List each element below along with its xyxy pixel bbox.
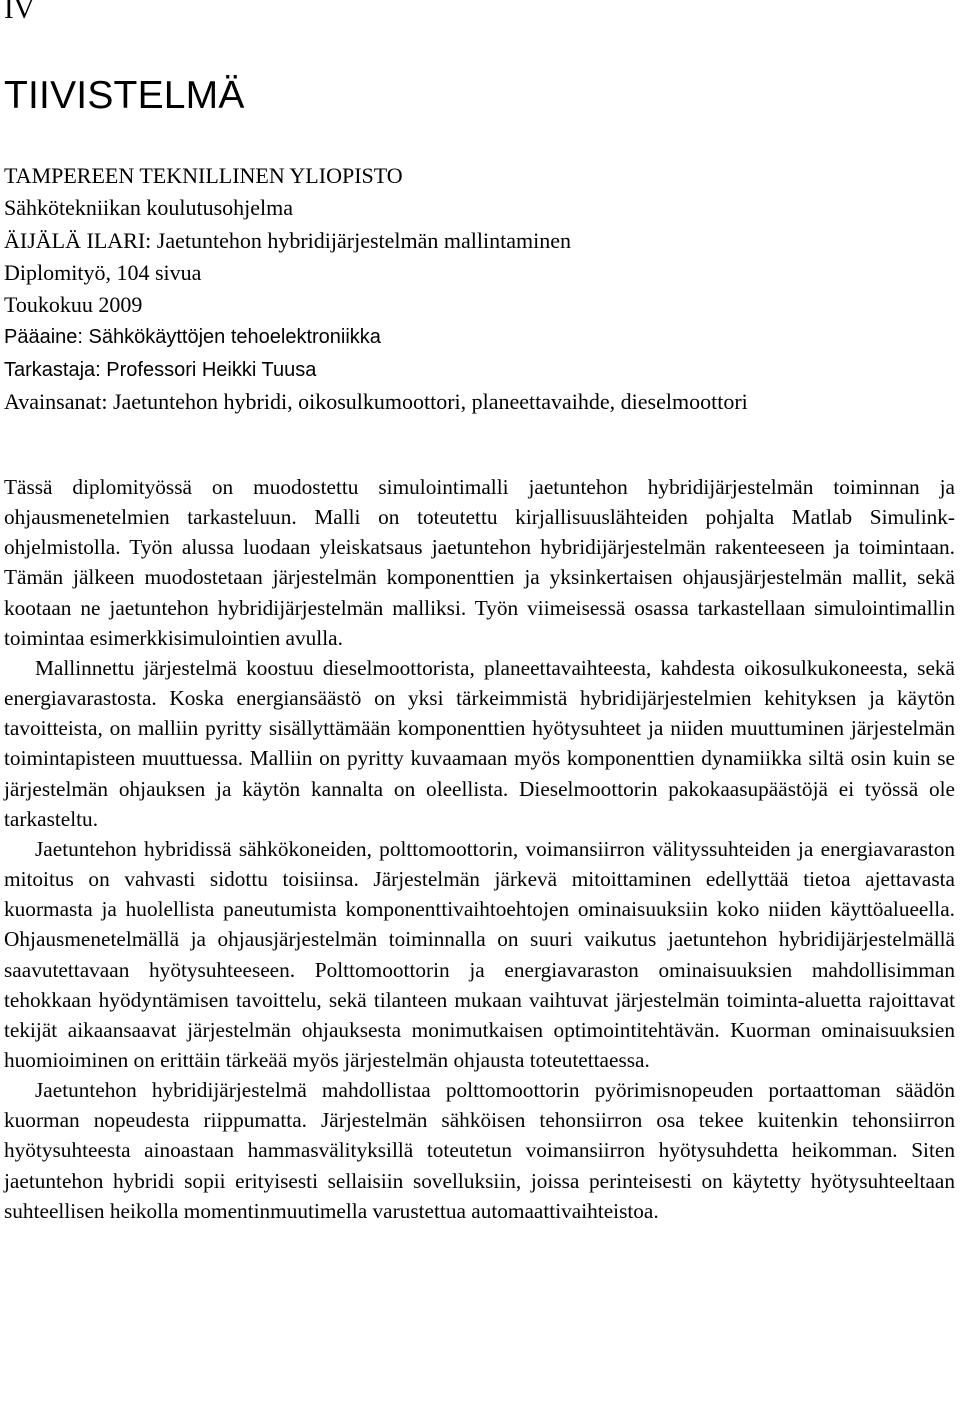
degree-programme: Sähkötekniikan koulutusohjelma (4, 195, 294, 221)
page-number: IV (4, 0, 35, 25)
major-subject: Pääaine: Sähkökäyttöjen tehoelektroniikka (4, 326, 381, 349)
author-and-title: ÄIJÄLÄ ILARI: Jaetuntehon hybridijärjestelmän mallintaminen (4, 227, 571, 253)
abstract-body (4, 472, 955, 1226)
keywords: Avainsanat: Jaetuntehon hybridi, oikosulkumoottori, planeettavaihde, dieselmoottori (4, 389, 748, 415)
university-name: TAMPEREEN TEKNILLINEN YLIOPISTO (4, 163, 403, 188)
abstract-paragraph: Tässä diplomityössä on muodostettu simulointimalli jaetuntehon hybridijärjestelmän toiminnan ja ohjausmenetelmien tarkasteluun. Malli on toteutettu kirjallisuuslähteiden pohjalta Matlab Simulink-ohjelmistolla. Työn alussa luodaan yleiskatsaus jaetuntehon hybridijärjestelmän rakenteeseen ja toimintaan. Tämän jälkeen muodostetaan järjestelmän komponenttien ja yksinkertaisen ohjausjärjestelmän mallit, sekä kootaan ne jaetuntehon hybridijärjestelmän malliksi. Työn viimeisessä osassa tarkastellaan simulointimallin toimintaa esimerkkisimulointien avulla. (4, 475, 955, 650)
thesis-date: Toukokuu 2009 (4, 292, 143, 318)
thesis-type-pages: Diplomityö, 104 sivua (4, 259, 202, 285)
abstract-paragraph: Jaetuntehon hybridissä sähkökoneiden, polttomoottorin, voimansiirron välityssuhteiden ja energiavaraston mitoitus on vahvasti sidottu toisiinsa. Järjestelmän järkevä mitoittaminen edellyttää tietoa ajettavasta kuormasta ja huolellista paneutumista komponenttivaihtoehtojen ominaisuuksiin koko niiden käyttöalueella. Ohjausmenetelmällä ja ohjausjärjestelmän toiminnalla on suuri vaikutus jaetuntehon hybridijärjestelmällä saavutettavaan hyötysuhteeseen. Polttomoottorin ja energiavaraston ominaisuuksien mahdollisimman tehokkaan hyödyntämisen tavoittelu, sekä tilanteen mukaan vaihtuvat järjestelmän toiminta-aluetta rajoittavat tekijät aikaansaavat järjestelmän ohjauksesta monimutkaisen optimointitehtävän. Kuorman ominaisuuksien huomioiminen on erittäin tärkeää myös järjestelmän ohjausta toteutettaessa. (4, 836, 955, 1072)
abstract-paragraph: Mallinnettu järjestelmä koostuu dieselmoottorista, planeettavaihteesta, kahdesta oikosulkukoneesta, sekä energiavarastosta. Koska energiansäästö on yksi tärkeimmistä hybridijärjestelmien kehityksen ja käytön tavoitteista, on malliin pyritty sisällyttämään komponenttien hyötysuhteet ja niiden muuttuminen järjestelmän toimintapisteen muuttuessa. Malliin on pyritty kuvaamaan myös komponenttien dynamiikka siltä osin kuin se järjestelmän ohjauksen ja käytön kannalta on oleellista. Dieselmoottorin pakokaasupäästöjä ei työssä ole tarkasteltu. (4, 655, 955, 831)
page-title: TIIVISTELMÄ (4, 74, 245, 117)
abstract-paragraph: Jaetuntehon hybridijärjestelmä mahdollistaa polttomoottorin pyörimisnopeuden portaattoman säädön kuorman nopeudesta riippumatta. Järjestelmän sähköisen tehonsiirron osa tekee kuitenkin tehonsiirron hyötysuhteesta ainoastaan hammasvälityksillä toteutetun voimansiirron hyötysuhdetta heikomman. Siten jaetuntehon hybridi sopii erityisesti sellaisiin sovelluksiin, joissa perinteisesti on käytetty hyötysuhteeltaan suhteellisen heikolla momentinmuutimella varustettua automaattivaihteistoa. (4, 1078, 955, 1223)
examiner: Tarkastaja: Professori Heikki Tuusa (4, 358, 317, 381)
thesis-metadata (4, 160, 954, 418)
